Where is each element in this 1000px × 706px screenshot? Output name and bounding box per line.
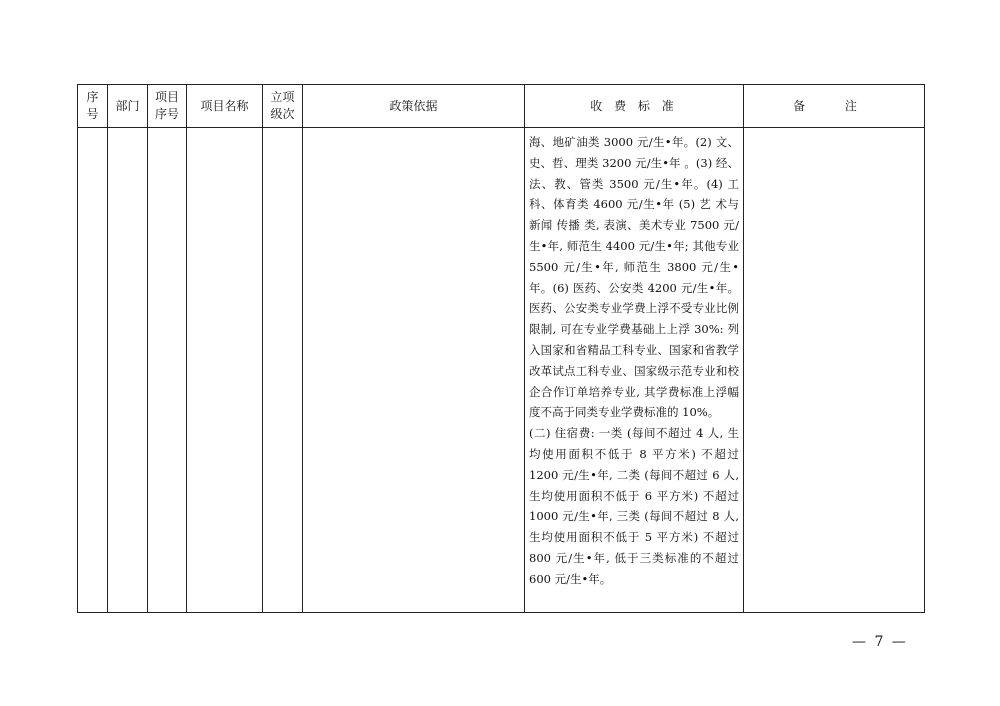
cell-level [263,128,303,613]
header-standard: 收 费 标 准 [525,85,744,128]
cell-standard [525,128,744,613]
page-number: — 7 — [852,634,908,650]
header-item-seq: 项目序号 [148,85,187,128]
cell-remarks [744,128,925,613]
header-policy: 政策依据 [303,85,525,128]
fee-standard-table [77,84,925,613]
cell-policy [303,128,525,613]
header-remarks: 备 注 [744,85,925,128]
standard-paragraph-tuition: 海、地矿油类 3000 元/生•年。(2) 文、史、哲、理类 3200 元/生•年 。(3) 经、法、教、管类 3500 元/生•年。(4) 工科、体育类 4600 元/生•年 (5) 艺 术与 新闻 传播 类, 表演、美术专业 7500 元/生•年, 师范生 4400 元/生•年; 其他专业 5500 元/生•年, 师范生 3800 元/生•年。(6) 医药、公安类 4200 元/生•年。医药、公安类专业学费上浮不受专业比例限制, 可在专业学费基础上上浮 30%: 列入国家和省精品工科专业、国家和省教学改革试点工科专业、国家级示范专业和校企合作订单培养专业, 其学费标准上浮幅度不高于同类专业学费标准的 10%。 [529,135,739,420]
cell-item-name [187,128,263,613]
header-dept: 部门 [108,85,148,128]
header-row [78,85,925,128]
header-level: 立项级次 [263,85,303,128]
header-seq: 序号 [78,85,108,128]
header-item-name: 项目名称 [187,85,263,128]
standard-paragraph-accommodation: (二) 住宿费: 一类 (每间不超过 4 人, 生均使用面积不低于 8 平方米) 不超过 1200 元/生•年, 二类 (每间不超过 6 人, 生均使用面积不低于 6 平方米) 不超过 1000 元/生•年, 三类 (每间不超过 8 人, 生均使用面积不低于 5 平方米) 不超过 800 元/生•年, 低于三类标准的不超过 600 元/生•年。 [529,426,739,586]
table-row [78,128,925,613]
cell-dept [108,128,148,613]
cell-seq [78,128,108,613]
cell-item-seq [148,128,187,613]
